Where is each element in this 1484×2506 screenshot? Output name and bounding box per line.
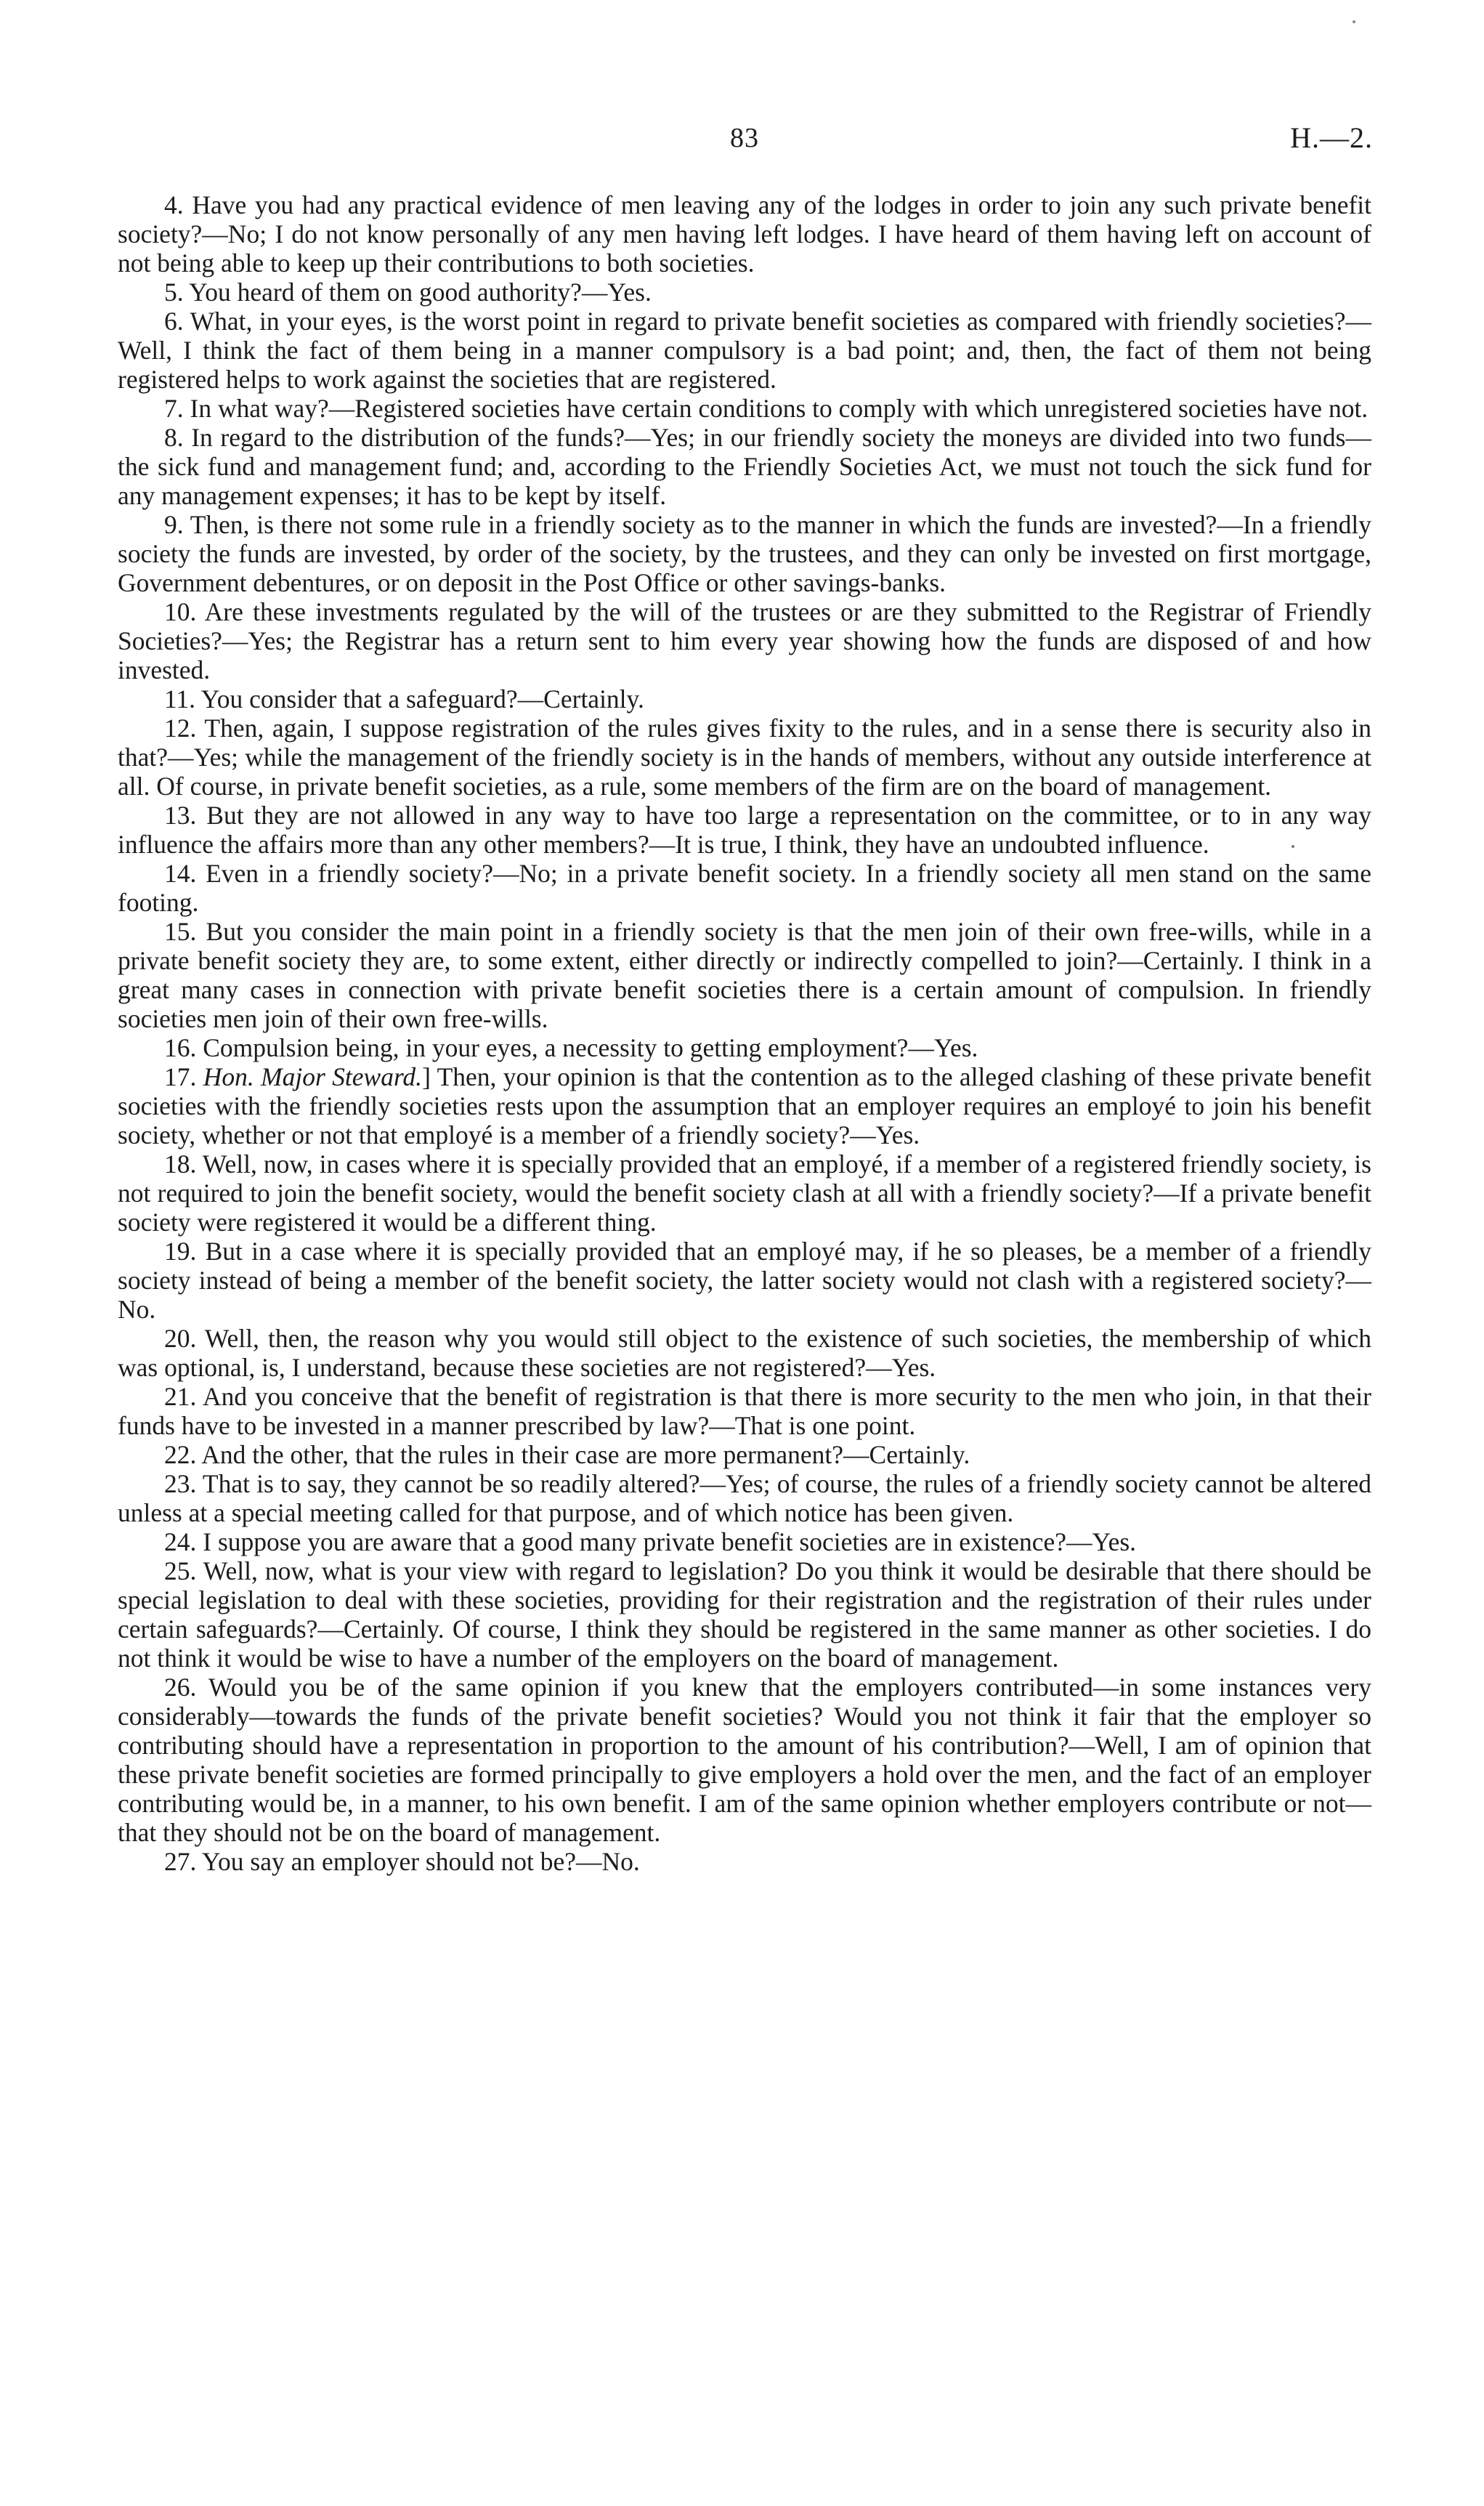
- paragraph-21: 21. And you conceive that the benefit of registration is that there is more security to the men who join, in that their funds have to be invested in a manner prescribed by law?—That is one point.: [118, 1382, 1371, 1440]
- paragraph-13: 13. But they are not allowed in any way to have too large a representation on the committee, or to in any way influence the affairs more than any other members?—It is true, I think, they have an undoubted influence.: [118, 801, 1371, 859]
- paragraph-22: 22. And the other, that the rules in their case are more permanent?—Certainly.: [164, 1440, 970, 1469]
- paragraph-17: [118, 1062, 1371, 1149]
- paragraph-18: 18. Well, now, in cases where it is specially provided that an employé, if a member of a registered friendly society, is not required to join the benefit society, would the benefit society clash at all with a friendly society?—If a private benefit society were registered it would be a different thing.: [118, 1149, 1371, 1237]
- paragraph-26: 26. Would you be of the same opinion if you knew that the employers contributed—in some instances very considerably—towards the funds of the private benefit societies? Would you not think it fair that the employer so contributing should have a representation in proportion to the amount of his contribution?—Well, I am of opinion that these private benefit societies are formed principally to give employers a hold over the men, and the fact of an employer contributing would be, in a manner, to his own benefit. I am of the same opinion whether employers contribute or not—that they should not be on the board of management.: [118, 1673, 1371, 1847]
- paragraph-15: 15. But you consider the main point in a friendly society is that the men join of their own free-wills, while in a private benefit society they are, to some extent, either directly or indirectly compelled to join?—Certainly. I think in a great many cases in connection with private benefit societies there is a certain amount of compulsion. In friendly societies men join of their own free-wills.: [118, 917, 1371, 1033]
- paragraph-19: 19. But in a case where it is specially provided that an employé may, if he so pleases, be a member of a friendly society instead of being a member of the benefit society, the latter society would not clash with a registered society?—No.: [118, 1237, 1371, 1324]
- paragraph-11: 11. You consider that a safeguard?—Certainly.: [164, 684, 644, 714]
- paragraph-24: 24. I suppose you are aware that a good many private benefit societies are in existence?—Yes.: [164, 1527, 1137, 1556]
- paragraph-4: 4. Have you had any practical evidence of men leaving any of the lodges in order to join any such private benefit society?—No; I do not know personally of any men having left lodges. I have heard of them having left on account of not being able to keep up their contributions to both societies.: [118, 190, 1371, 278]
- paragraph-6: 6. What, in your eyes, is the worst point in regard to private benefit societies as compared with friendly societies?—Well, I think the fact of them being in a manner compulsory is a bad point; and, then, the fact of them not being registered helps to work against the societies that are registered.: [118, 307, 1371, 394]
- paragraph-20: 20. Well, then, the reason why you would still object to the existence of such societies, the membership of which was optional, is, I understand, because these societies are not registered?—Yes.: [118, 1324, 1371, 1382]
- document-reference: H.—2.: [1290, 121, 1373, 154]
- paragraph-23: 23. That is to say, they cannot be so readily altered?—Yes; of course, the rules of a friendly society cannot be altered unless at a special meeting called for that purpose, and of which notice has been given.: [118, 1469, 1371, 1527]
- paragraph-17-number: 17.: [164, 1062, 203, 1091]
- testimony-body: [118, 190, 1371, 1876]
- paragraph-7: 7. In what way?—Registered societies have certain conditions to comply with which unregistered societies have not.: [164, 394, 1369, 423]
- paragraph-27: 27. You say an employer should not be?—No.: [164, 1847, 640, 1876]
- page-number: 83: [730, 123, 759, 153]
- paragraph-5: 5. You heard of them on good authority?—Yes.: [164, 278, 652, 307]
- paragraph-14: 14. Even in a friendly society?—No; in a private benefit society. In a friendly society all men stand on the same footing.: [118, 859, 1371, 917]
- paragraph-16: 16. Compulsion being, in your eyes, a necessity to getting employment?—Yes.: [164, 1033, 978, 1062]
- paragraph-17-speaker: Hon. Major Steward.: [203, 1062, 423, 1091]
- paragraph-12: 12. Then, again, I suppose registration of the rules gives fixity to the rules, and in a sense there is security also in that?—Yes; while the management of the friendly society is in the hands of members, without any outside interference at all. Of course, in private benefit societies, as a rule, some members of the firm are on the board of management.: [118, 714, 1371, 801]
- scan-speck: [1353, 20, 1355, 23]
- paragraph-17-text: ] Then, your opinion is that the contention as to the alleged clashing of these private benefit societies with the friendly societies rests upon the assumption that an employer requires an employé to join his benefit society, whether or not that employé is a member of a friendly society?—Yes.: [118, 1062, 1372, 1149]
- paragraph-10: 10. Are these investments regulated by the will of the trustees or are they submitted to the Registrar of Friendly Societies?—Yes; the Registrar has a return sent to him every year showing how the funds are disposed of and how invested.: [118, 597, 1371, 684]
- page-header: [116, 116, 1373, 167]
- paragraph-9: 9. Then, is there not some rule in a friendly society as to the manner in which the funds are invested?—In a friendly society the funds are invested, by order of the society, by the trustees, and they can only be invested on first mortgage, Government debentures, or on deposit in the Post Office or other savings-banks.: [118, 510, 1371, 597]
- paragraph-8: 8. In regard to the distribution of the funds?—Yes; in our friendly society the moneys are divided into two funds—the sick fund and management fund; and, according to the Friendly Societies Act, we must not touch the sick fund for any management expenses; it has to be kept by itself.: [118, 423, 1371, 510]
- paragraph-25: 25. Well, now, what is your view with regard to legislation? Do you think it would be desirable that there should be special legislation to deal with these societies, providing for their registration and the registration of their rules under certain safeguards?—Certainly. Of course, I think they should be registered in the same manner as other societies. I do not think it would be wise to have a number of the employers on the board of management.: [118, 1556, 1371, 1673]
